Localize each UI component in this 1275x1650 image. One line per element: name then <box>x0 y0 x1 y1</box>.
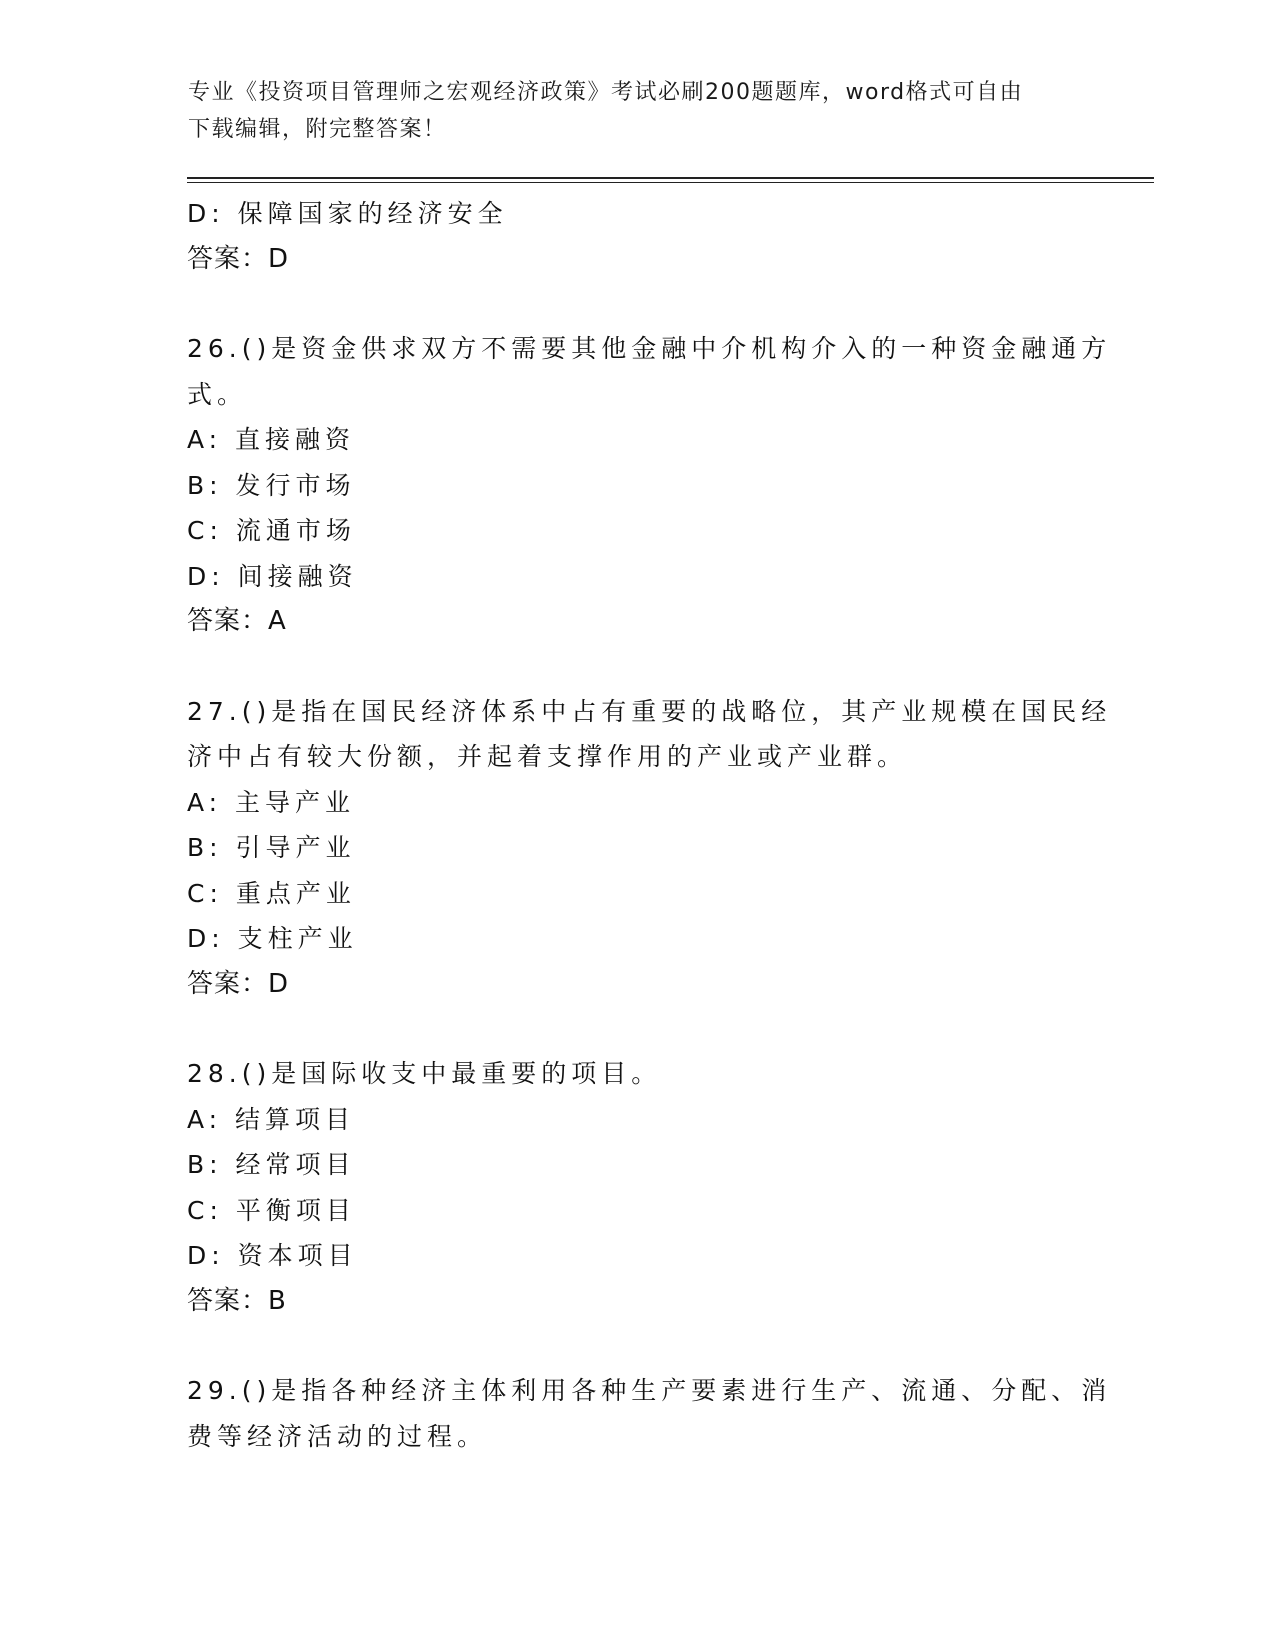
answer-line: 答案：D <box>187 243 290 274</box>
question-29 <box>187 1368 1112 1459</box>
question-text-continued: 济中占有较大份额，并起着支撑作用的产业或产业群。 <box>187 742 908 771</box>
option-b: B: 发行市场 <box>187 470 356 500</box>
option-b: B: 经常项目 <box>187 1150 356 1179</box>
question-text-continued: 式。 <box>187 379 248 409</box>
question-26 <box>187 326 1112 645</box>
question-fragment <box>187 191 1087 282</box>
question-27 <box>187 689 1112 1008</box>
question-text: 28.()是国际收支中最重要的项目。 <box>187 1059 662 1088</box>
option-d: D: 间接融资 <box>187 561 358 591</box>
header-line-2: 下载编辑，附完整答案！ <box>188 117 447 142</box>
option-d: D: 支柱产业 <box>187 924 358 953</box>
header-divider <box>187 177 1154 179</box>
option-a: A: 直接融资 <box>187 425 356 454</box>
option-d: D: 资本项目 <box>187 1241 358 1270</box>
option-a: A: 结算项目 <box>187 1104 356 1134</box>
question-text-continued: 费等经济活动的过程。 <box>187 1421 488 1451</box>
option-c: C: 重点产业 <box>187 878 356 908</box>
answer-line: 答案：B <box>187 1285 287 1316</box>
option-b: B: 引导产业 <box>187 833 356 862</box>
option-a: A: 主导产业 <box>187 787 356 817</box>
header-divider-thin <box>187 182 1154 183</box>
question-28 <box>187 1051 1087 1324</box>
option-d: D: 保障国家的经济安全 <box>187 199 508 228</box>
header-line-1: 专业《投资项目管理师之宏观经济政策》考试必刷200题题库，word格式可自由 <box>188 80 1024 105</box>
option-c: C: 流通市场 <box>187 516 356 545</box>
question-text: 26.()是资金供求双方不需要其他金融中介机构介入的一种资金融通方 <box>187 334 1112 363</box>
question-list <box>187 191 1112 1459</box>
page-header <box>188 74 1068 148</box>
question-text: 29.()是指各种经济主体利用各种生产要素进行生产、流通、分配、消 <box>187 1376 1112 1405</box>
answer-line: 答案：D <box>187 968 290 999</box>
option-c: C: 平衡项目 <box>187 1195 356 1225</box>
question-text: 27.()是指在国民经济体系中占有重要的战略位，其产业规模在国民经 <box>187 696 1112 726</box>
answer-line: 答案：A <box>187 606 287 636</box>
